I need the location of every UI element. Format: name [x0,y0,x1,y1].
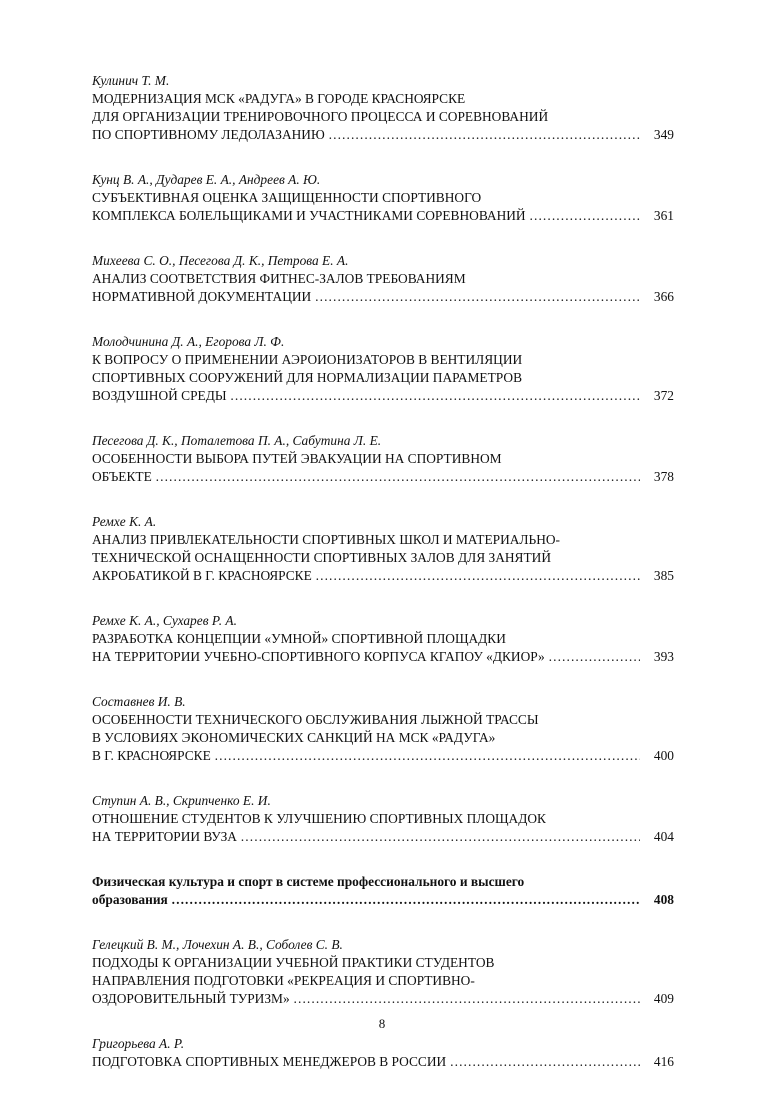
entry-title-text: ВОЗДУШНОЙ СРЕДЫ …………………………………………………………………………………………………………………………………………… [92,388,640,403]
toc-entry [92,333,674,405]
entry-title-line: АНАЛИЗ СООТВЕТСТВИЯ ФИТНЕС-ЗАЛОВ ТРЕБОВАНИЯМ [92,271,466,286]
section-title-text: образования …………………………………………………………………………………………………………………………………………… [92,892,640,907]
entry-page-number: 349 [653,127,674,142]
entry-title-line [92,207,640,225]
entry-page-number: 366 [653,289,674,304]
toc-entry [92,252,674,306]
entry-title-line [92,828,640,846]
entry-title-line [92,990,640,1008]
entry-title-text: В Г. КРАСНОЯРСКЕ …………………………………………………………………………………………………………………………………………… [92,748,640,763]
entry-title-line: ОСОБЕННОСТИ ТЕХНИЧЕСКОГО ОБСЛУЖИВАНИЯ ЛЫЖНОЙ ТРАССЫ [92,712,539,727]
entry-title-text: ОЗДОРОВИТЕЛЬНЫЙ ТУРИЗМ» …………………………………………………………………………………………………………………………………………… [92,991,640,1006]
entry-authors: Михеева С. О., Песегова Д. К., Петрова Е. А. [92,253,349,268]
entry-authors: Песегова Д. К., Поталетова П. А., Сабутина Л. Е. [92,433,382,448]
entry-authors: Молодчинина Д. А., Егорова Л. Ф. [92,334,285,349]
entry-title-line: ПОДХОДЫ К ОРГАНИЗАЦИИ УЧЕБНОЙ ПРАКТИКИ СТУДЕНТОВ [92,955,495,970]
toc-entry [92,792,674,846]
toc-entry [92,513,674,585]
entry-page-number: 409 [653,991,674,1006]
toc-entry [92,72,674,144]
entry-title-line: К ВОПРОСУ О ПРИМЕНЕНИИ АЭРОИОНИЗАТОРОВ В ВЕНТИЛЯЦИИ [92,352,523,367]
entry-title-line: НАПРАВЛЕНИЯ ПОДГОТОВКИ «РЕКРЕАЦИЯ И СПОРТИВНО- [92,973,475,988]
entry-title-line: ОСОБЕННОСТИ ВЫБОРА ПУТЕЙ ЭВАКУАЦИИ НА СПОРТИВНОМ [92,451,502,466]
entry-title-line: ТЕХНИЧЕСКОЙ ОСНАЩЕННОСТИ СПОРТИВНЫХ ЗАЛОВ ДЛЯ ЗАНЯТИЙ [92,550,552,565]
entry-title-text: НА ТЕРРИТОРИИ ВУЗА …………………………………………………………………………………………………………………………………………… [92,829,640,844]
toc-entry [92,693,674,765]
entry-authors: Гелецкий В. М., Лочехин А. В., Соболев С. В. [92,937,343,952]
entry-authors: Составнев И. В. [92,694,186,709]
entry-title-line: СУБЪЕКТИВНАЯ ОЦЕНКА ЗАЩИЩЕННОСТИ СПОРТИВНОГО [92,190,482,205]
section-page-number: 408 [653,892,674,907]
entry-title-line [92,1053,640,1071]
toc-entry [92,1035,674,1071]
toc-entry [92,936,674,1008]
entry-title-line: РАЗРАБОТКА КОНЦЕПЦИИ «УМНОЙ» СПОРТИВНОЙ ПЛОЩАДКИ [92,631,506,646]
toc-entry [92,171,674,225]
entry-authors: Кулинич Т. М. [92,73,170,88]
entry-page-number: 378 [653,469,674,484]
entry-title-line [92,648,640,666]
entry-title-line [92,126,640,144]
entry-title-line: МОДЕРНИЗАЦИЯ МСК «РАДУГА» В ГОРОДЕ КРАСНОЯРСКЕ [92,91,466,106]
entry-title-text: ПОДГОТОВКА СПОРТИВНЫХ МЕНЕДЖЕРОВ В РОССИИ …………………………………………………………………………………………………………………………………………… [92,1054,640,1069]
entry-title-text: ПО СПОРТИВНОМУ ЛЕДОЛАЗАНИЮ …………………………………………………………………………………………………………………………………………… [92,127,640,142]
entry-title-line: СПОРТИВНЫХ СООРУЖЕНИЙ ДЛЯ НОРМАЛИЗАЦИИ ПАРАМЕТРОВ [92,370,523,385]
entry-title-line: ДЛЯ ОРГАНИЗАЦИИ ТРЕНИРОВОЧНОГО ПРОЦЕССА И СОРЕВНОВАНИЙ [92,109,549,124]
entry-title-line [92,288,640,306]
entry-page-number: 416 [653,1054,674,1069]
entry-title-line: АНАЛИЗ ПРИВЛЕКАТЕЛЬНОСТИ СПОРТИВНЫХ ШКОЛ И МАТЕРИАЛЬНО- [92,532,561,547]
entry-page-number: 404 [653,829,674,844]
toc-entry [92,612,674,666]
entry-title-line [92,468,640,486]
entry-page-number: 372 [653,388,674,403]
section-title-line: Физическая культура и спорт в системе профессионального и высшего [92,874,525,889]
table-of-contents [92,72,674,1098]
entry-title-text: ОБЪЕКТЕ …………………………………………………………………………………………………………………………………………… [92,469,640,484]
entry-title-line: В УСЛОВИЯХ ЭКОНОМИЧЕСКИХ САНКЦИЙ НА МСК «РАДУГА» [92,730,496,745]
entry-title-text: НОРМАТИВНОЙ ДОКУМЕНТАЦИИ …………………………………………………………………………………………………………………………………………… [92,289,640,304]
toc-section-heading [92,873,674,909]
entry-authors: Ремхе К. А. [92,514,157,529]
entry-page-number: 400 [653,748,674,763]
toc-entry [92,432,674,486]
section-title-line [92,891,640,909]
entry-page-number: 385 [653,568,674,583]
entry-title-text: КОМПЛЕКСА БОЛЕЛЬЩИКАМИ И УЧАСТНИКАМИ СОРЕВНОВАНИЙ …………………………………………………………………………………………………………………………………………… [92,208,640,223]
entry-page-number: 393 [653,649,674,664]
entry-title-text: НА ТЕРРИТОРИИ УЧЕБНО-СПОРТИВНОГО КОРПУСА КГАПОУ «ДКИОР» …………………………………………………………………………………………………………………………………………… [92,649,640,664]
entry-authors: Кунц В. А., Дударев Е. А., Андреев А. Ю. [92,172,321,187]
page-footer-number: 8 [378,1016,386,1031]
entry-title-text: АКРОБАТИКОЙ В Г. КРАСНОЯРСКЕ …………………………………………………………………………………………………………………………………………… [92,568,640,583]
entry-authors: Ступин А. В., Скрипченко Е. И. [92,793,271,808]
entry-title-line [92,387,640,405]
entry-authors: Григорьева А. Р. [92,1036,185,1051]
entry-page-number: 361 [653,208,674,223]
entry-authors: Ремхе К. А., Сухарев Р. А. [92,613,237,628]
entry-title-line [92,747,640,765]
entry-title-line: ОТНОШЕНИЕ СТУДЕНТОВ К УЛУЧШЕНИЮ СПОРТИВНЫХ ПЛОЩАДОК [92,811,546,826]
entry-title-line [92,567,640,585]
